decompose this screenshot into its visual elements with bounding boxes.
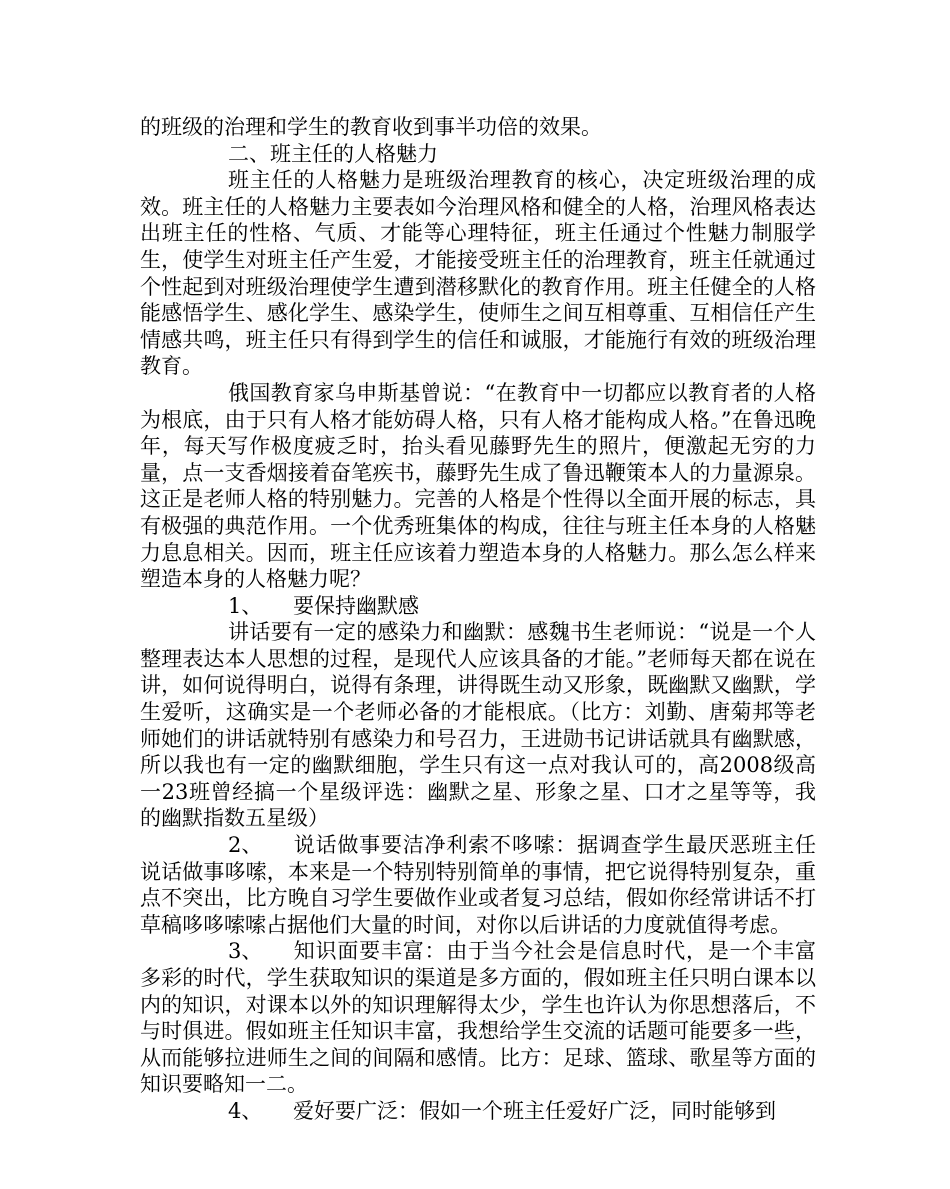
body-paragraph: 讲话要有一定的感染力和幽默：感魏书生老师说：“说是一个人整理表达本人思想的过程，是现代人应该具备的才能。”老师每天都在说在讲，如何说得明白，说得有条理，讲得既生动又形象，既幽默又幽默，学生爱听，这确实是一个老师必备的才能根底。（比方：刘勤、唐菊邦等老师她们的讲话就特别有感染力和号召力，王进勋书记讲话就具有幽默感，所以我也有一定的幽默细胞，学生只有这一点对我认可的，高2008级高一23班曾经搞一个星级评选：幽默之星、形象之星、口才之星等等，我的幽默指数五星级）: [140, 620, 816, 831]
item-number: 1、: [228, 593, 263, 618]
item-number: 4、: [228, 1098, 263, 1123]
numbered-item: [140, 593, 816, 620]
item-text: 要保持幽默感: [293, 593, 419, 618]
body-paragraph: 班主任的人格魅力是班级治理教育的核心，决定班级治理的成效。班主任的人格魅力主要表如今治理风格和健全的人格，治理风格表达出班主任的性格、气质、才能等心理特征，班主任通过个性魅力制服学生，使学生对班主任产生爱，才能接受班主任的治理教育，班主任就通过个性起到对班级治理使学生遭到潜移默化的教育作用。班主任健全的人格能感悟学生、感化学生、感染学生，使师生之间互相尊重、互相信任产生情感共鸣，班主任只有得到学生的信任和诚服，才能施行有效的班级治理教育。: [140, 168, 816, 379]
numbered-item: [140, 832, 816, 938]
body-paragraph: 俄国教育家乌申斯基曾说：“在教育中一切都应以教育者的人格为根底，由于只有人格才能妨碍人格，只有人格才能构成人格。”在鲁迅晚年，每天写作极度疲乏时，抬头看见藤野先生的照片，便激起无穷的力量，点一支香烟接着奋笔疾书，藤野先生成了鲁迅鞭策本人的力量源泉。这正是老师人格的特别魅力。完善的人格是个性得以全面开展的标志，具有极强的典范作用。一个优秀班集体的构成，往往与班主任本身的人格魅力息息相关。因而，班主任应该着力塑造本身的人格魅力。那么怎么样来塑造本身的人格魅力呢？: [140, 380, 816, 592]
item-number: 2、: [228, 833, 263, 858]
continuation-paragraph: 的班级的治理和学生的教育收到事半功倍的效果。: [140, 115, 602, 139]
item-text: 说话做事要洁净利索不哆嗦：据调查学生最厌恶班主任说话做事哆嗦，本来是一个特别特别简单的事情，把它说得特别复杂，重点不突出，比方晚自习学生要做作业或者复习总结，假如你经常讲话不打草稿哆哆嗦嗦占据他们大量的时间，对你以后讲话的力度就值得考虑。: [140, 833, 816, 937]
document-page: [140, 114, 816, 1125]
item-number: 3、: [228, 939, 263, 964]
item-text: 知识面要丰富：由于当今社会是信息时代，是一个丰富多彩的时代，学生获取知识的渠道是多方面的，假如班主任只明白课本以内的知识，对课本以外的知识理解得太少，学生也许认为你思想落后，不与时俱进。假如班主任知识丰富，我想给学生交流的话题可能要多一些，从而能够拉进师生之间的间隔和感情。比方：足球、篮球、歌星等方面的知识要略知一二。: [140, 939, 816, 1097]
numbered-item: [140, 938, 816, 1098]
item-text: 爱好要广泛：假如一个班主任爱好广泛，同时能够到: [293, 1098, 776, 1123]
section-heading: 二、班主任的人格魅力: [228, 141, 438, 166]
numbered-item: [140, 1098, 816, 1125]
